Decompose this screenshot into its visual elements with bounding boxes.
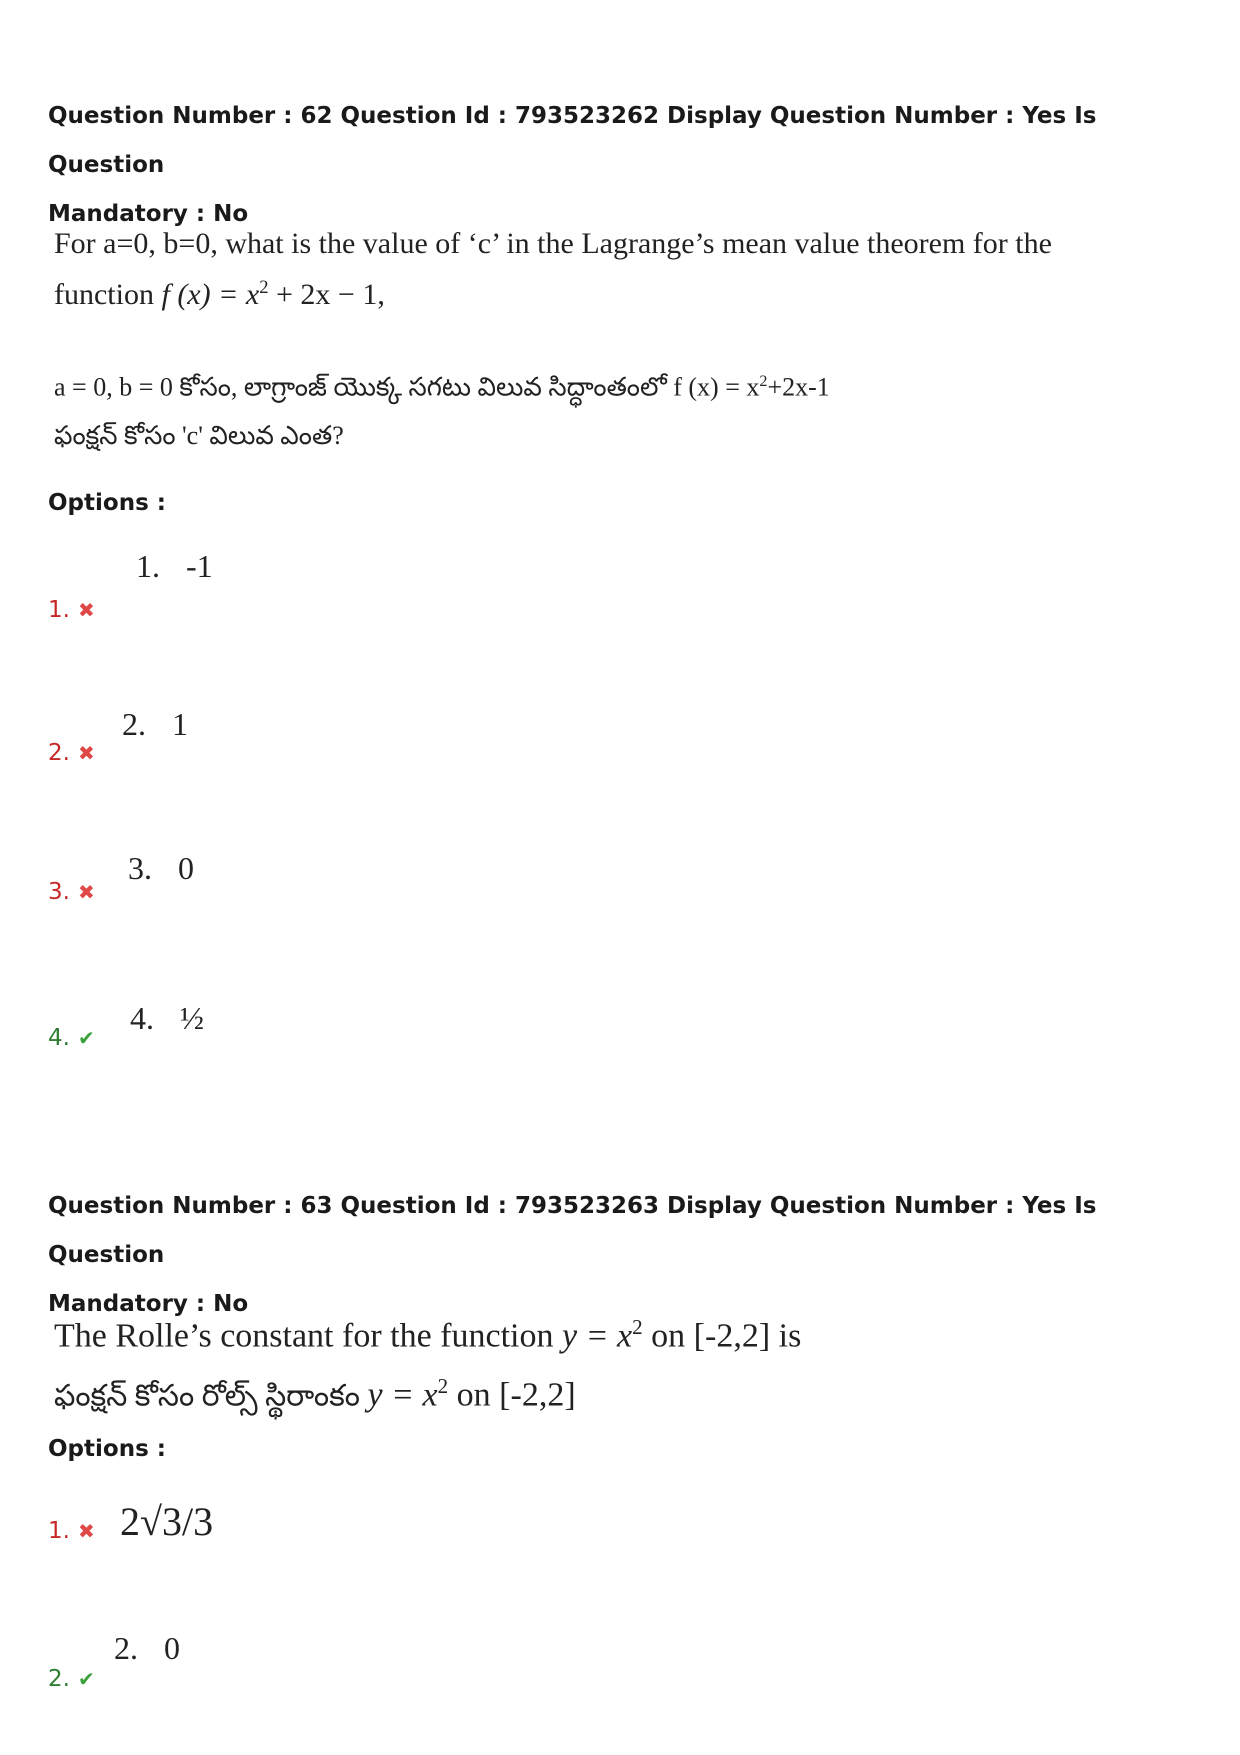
option-62-4-number: 4. — [48, 1025, 70, 1051]
option-63-2-content — [114, 1630, 180, 1667]
option-62-1-number: 1. — [48, 597, 70, 623]
option-62-3[interactable] — [48, 879, 95, 905]
question-62-formula-suffix: + 2x − 1, — [268, 278, 385, 311]
question-63-te-suffix: on [-2,2] — [448, 1376, 576, 1414]
options-label-62: Options : — [48, 490, 166, 516]
cross-icon: ✖ — [77, 598, 95, 622]
question-header-62-line2: Mandatory : No — [48, 201, 249, 227]
question-63-te-exponent: 2 — [437, 1374, 449, 1399]
check-icon: ✔ — [77, 1667, 95, 1691]
question-63-en-line — [54, 1302, 801, 1361]
question-63-te-prefix: ఫంక్షన్ కోసం రోల్స్ స్థిరాంకం — [54, 1379, 368, 1413]
option-63-2-content-number: 2. — [114, 1630, 138, 1666]
option-62-4-content-value: ½ — [180, 1000, 204, 1036]
check-icon: ✔ — [77, 1026, 95, 1050]
question-63-en-prefix: The Rolle’s constant for the function — [54, 1317, 562, 1355]
question-header-63-line1: Question Number : 63 Question Id : 793523263 Display Question Number : Yes Is Question — [48, 1193, 1097, 1268]
options-label-63: Options : — [48, 1436, 166, 1462]
question-62-telugu-text — [54, 358, 830, 460]
cross-icon: ✖ — [77, 880, 95, 904]
question-62-te-line1 — [54, 358, 830, 412]
option-62-1[interactable] — [48, 597, 95, 623]
cross-icon: ✖ — [77, 1519, 95, 1543]
option-62-3-number: 3. — [48, 879, 70, 905]
question-63-text — [54, 1302, 801, 1422]
question-63-en-suffix: on [-2,2] is — [642, 1317, 802, 1355]
option-62-1-content — [136, 548, 213, 585]
question-63-te-line — [54, 1361, 801, 1421]
option-63-1-number: 1. — [48, 1518, 70, 1544]
question-62-en-line2 — [54, 266, 1052, 317]
option-62-2-content-number: 2. — [122, 706, 146, 742]
option-62-2-content-value: 1 — [172, 706, 188, 742]
option-62-4-content-number: 4. — [130, 1000, 154, 1036]
option-62-1-content-value: -1 — [186, 548, 213, 584]
question-62-formula-exponent: 2 — [259, 277, 269, 298]
question-63-te-formula: y = x — [367, 1376, 438, 1414]
option-62-4-content — [130, 1000, 204, 1037]
question-header-62-line1: Question Number : 62 Question Id : 793523262 Display Question Number : Yes Is Question — [48, 103, 1097, 178]
question-62-formula: f (x) = x — [161, 278, 260, 311]
option-63-1[interactable] — [48, 1518, 95, 1544]
option-63-2[interactable] — [48, 1666, 95, 1692]
option-63-2-content-value: 0 — [164, 1630, 180, 1666]
option-62-3-content — [128, 850, 194, 887]
option-62-4[interactable] — [48, 1025, 95, 1051]
option-63-2-number: 2. — [48, 1666, 70, 1692]
question-62-te-line1-prefix: a = 0, b = 0 కోసం, లాగ్రాంజ్ యొక్క సగటు విలువ సిద్ధాంతంలో f (x) = x — [54, 372, 760, 402]
option-63-1-content: 2√3/3 — [120, 1499, 214, 1544]
option-62-2-number: 2. — [48, 740, 70, 766]
question-header-62 — [48, 92, 1198, 239]
question-62-english-text — [54, 222, 1052, 317]
cross-icon: ✖ — [77, 741, 95, 765]
question-62-te-exponent: 2 — [759, 373, 768, 390]
question-63-formula-exponent: 2 — [632, 1315, 643, 1339]
option-62-2[interactable] — [48, 740, 95, 766]
option-62-3-content-number: 3. — [128, 850, 152, 886]
option-62-3-content-value: 0 — [178, 850, 194, 886]
question-63-formula: y = x — [562, 1317, 633, 1355]
question-62-te-line1-suffix: +2x-1 — [767, 372, 830, 402]
question-62-en-line2-prefix: function — [54, 278, 162, 311]
option-62-1-content-number: 1. — [136, 548, 160, 584]
question-62-te-line2: ఫంక్షన్ కోసం 'c' విలువ ఎంత? — [54, 420, 344, 450]
option-62-2-content — [122, 706, 188, 743]
question-62-en-line1: For a=0, b=0, what is the value of ‘c’ in the Lagrange’s mean value theorem for the — [54, 227, 1052, 260]
question-header-63-line2: Mandatory : No — [48, 1291, 249, 1317]
